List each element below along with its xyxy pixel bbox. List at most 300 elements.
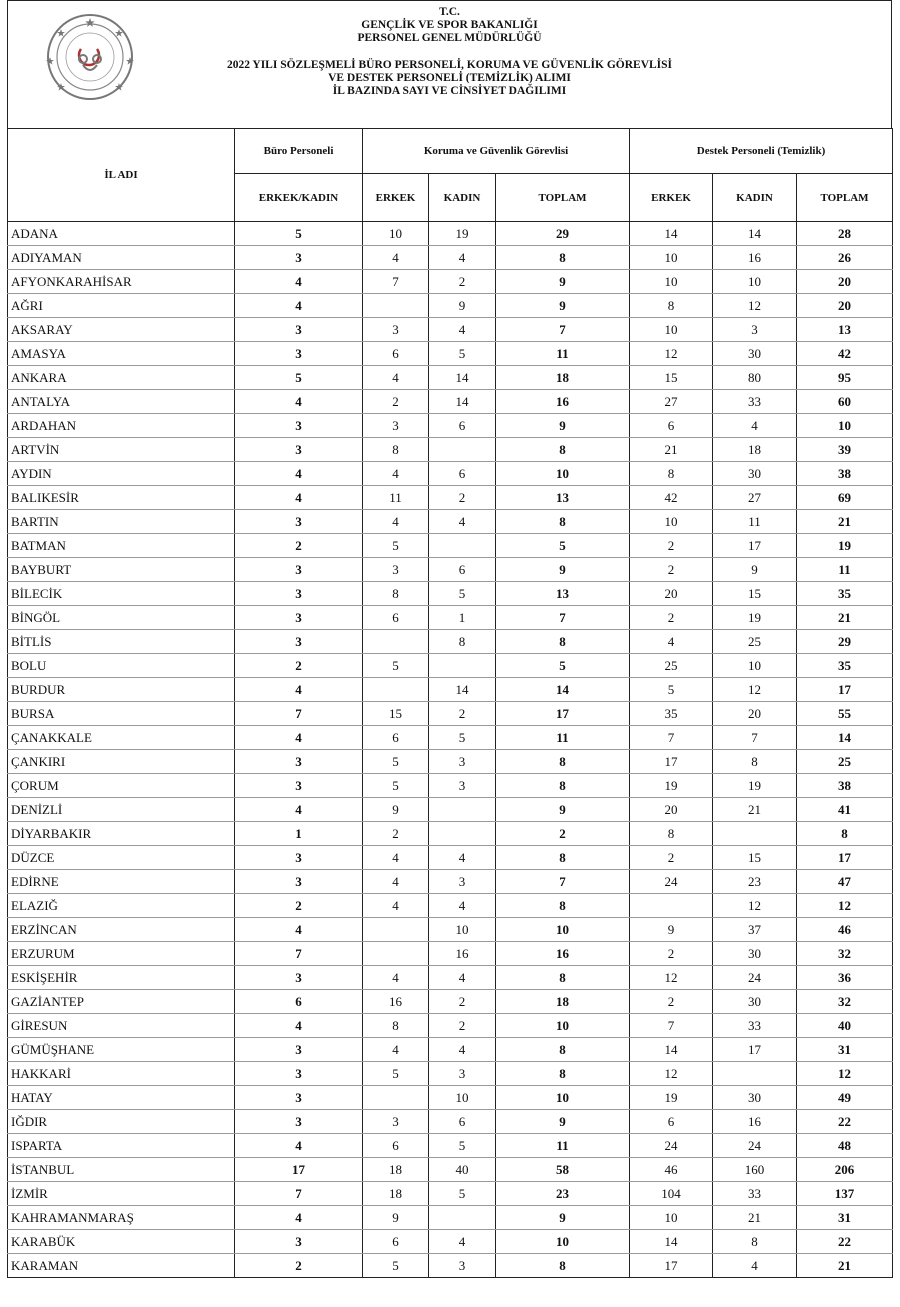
cell-koruma-kadin: 4 xyxy=(429,1038,496,1062)
table-row xyxy=(8,750,893,774)
cell-buro-count: 3 xyxy=(235,510,363,534)
table-row xyxy=(8,414,893,438)
cell-koruma-toplam: 10 xyxy=(496,462,630,486)
cell-destek-kadin: 7 xyxy=(713,726,797,750)
cell-koruma-erkek xyxy=(363,918,429,942)
cell-koruma-toplam: 8 xyxy=(496,894,630,918)
cell-koruma-kadin: 5 xyxy=(429,726,496,750)
cell-destek-kadin: 30 xyxy=(713,1086,797,1110)
cell-buro-count: 3 xyxy=(235,774,363,798)
cell-koruma-toplam: 58 xyxy=(496,1158,630,1182)
header-line-subtitle: VE DESTEK PERSONELİ (TEMİZLİK) ALIMI xyxy=(328,72,571,84)
col-group-koruma: Koruma ve Güvenlik Görevlisi xyxy=(363,129,630,174)
cell-il-name: DÜZCE xyxy=(8,846,235,870)
cell-destek-kadin: 15 xyxy=(713,846,797,870)
cell-koruma-erkek xyxy=(363,630,429,654)
cell-koruma-kadin: 2 xyxy=(429,1014,496,1038)
cell-koruma-erkek: 5 xyxy=(363,534,429,558)
cell-koruma-toplam: 8 xyxy=(496,750,630,774)
cell-buro-count: 7 xyxy=(235,702,363,726)
cell-il-name: KAHRAMANMARAŞ xyxy=(8,1206,235,1230)
cell-koruma-toplam: 29 xyxy=(496,222,630,246)
cell-il-name: DENİZLİ xyxy=(8,798,235,822)
cell-destek-erkek: 7 xyxy=(630,726,713,750)
cell-destek-erkek: 2 xyxy=(630,606,713,630)
cell-koruma-kadin: 10 xyxy=(429,918,496,942)
cell-koruma-kadin: 40 xyxy=(429,1158,496,1182)
cell-koruma-toplam: 8 xyxy=(496,438,630,462)
cell-il-name: BİLECİK xyxy=(8,582,235,606)
cell-koruma-kadin: 14 xyxy=(429,366,496,390)
cell-il-name: IĞDIR xyxy=(8,1110,235,1134)
cell-koruma-erkek: 4 xyxy=(363,366,429,390)
cell-il-name: ÇANAKKALE xyxy=(8,726,235,750)
table-row xyxy=(8,246,893,270)
cell-il-name: İSTANBUL xyxy=(8,1158,235,1182)
cell-il-name: ÇORUM xyxy=(8,774,235,798)
cell-koruma-erkek: 4 xyxy=(363,462,429,486)
cell-destek-toplam: 35 xyxy=(797,654,893,678)
cell-destek-erkek: 6 xyxy=(630,414,713,438)
cell-koruma-kadin xyxy=(429,438,496,462)
cell-buro-count: 4 xyxy=(235,918,363,942)
cell-il-name: ISPARTA xyxy=(8,1134,235,1158)
cell-destek-erkek: 6 xyxy=(630,1110,713,1134)
cell-buro-count: 4 xyxy=(235,678,363,702)
table-body xyxy=(8,222,893,1278)
cell-koruma-kadin xyxy=(429,822,496,846)
cell-destek-kadin: 21 xyxy=(713,1206,797,1230)
table-row xyxy=(8,1230,893,1254)
cell-koruma-toplam: 8 xyxy=(496,1062,630,1086)
cell-koruma-kadin: 4 xyxy=(429,894,496,918)
header-line-directorate: PERSONEL GENEL MÜDÜRLÜĞÜ xyxy=(357,32,542,44)
cell-koruma-toplam: 2 xyxy=(496,822,630,846)
cell-koruma-kadin: 2 xyxy=(429,702,496,726)
cell-koruma-kadin: 19 xyxy=(429,222,496,246)
cell-destek-kadin: 11 xyxy=(713,510,797,534)
cell-il-name: HAKKARİ xyxy=(8,1062,235,1086)
cell-buro-count: 4 xyxy=(235,390,363,414)
cell-destek-erkek: 4 xyxy=(630,630,713,654)
cell-koruma-erkek: 4 xyxy=(363,894,429,918)
cell-koruma-toplam: 9 xyxy=(496,1110,630,1134)
cell-destek-toplam: 137 xyxy=(797,1182,893,1206)
table-row xyxy=(8,1182,893,1206)
cell-destek-erkek: 8 xyxy=(630,462,713,486)
cell-destek-kadin: 16 xyxy=(713,1110,797,1134)
table-row xyxy=(8,942,893,966)
cell-koruma-erkek: 2 xyxy=(363,390,429,414)
cell-destek-toplam: 13 xyxy=(797,318,893,342)
cell-koruma-erkek: 5 xyxy=(363,654,429,678)
cell-koruma-kadin: 5 xyxy=(429,1134,496,1158)
cell-destek-kadin: 3 xyxy=(713,318,797,342)
cell-destek-toplam: 39 xyxy=(797,438,893,462)
cell-destek-toplam: 21 xyxy=(797,1254,893,1278)
col-group-buro: Büro Personeli xyxy=(235,129,363,174)
cell-destek-kadin: 14 xyxy=(713,222,797,246)
cell-buro-count: 3 xyxy=(235,246,363,270)
cell-buro-count: 3 xyxy=(235,870,363,894)
cell-destek-toplam: 31 xyxy=(797,1038,893,1062)
cell-koruma-erkek: 4 xyxy=(363,846,429,870)
cell-koruma-erkek: 9 xyxy=(363,1206,429,1230)
table-row xyxy=(8,798,893,822)
table-row xyxy=(8,270,893,294)
cell-destek-toplam: 10 xyxy=(797,414,893,438)
cell-koruma-erkek xyxy=(363,294,429,318)
table-row xyxy=(8,1038,893,1062)
cell-destek-erkek: 24 xyxy=(630,1134,713,1158)
document-header xyxy=(7,0,892,128)
cell-buro-count: 4 xyxy=(235,462,363,486)
cell-destek-toplam: 19 xyxy=(797,534,893,558)
table-row xyxy=(8,678,893,702)
cell-koruma-erkek: 2 xyxy=(363,822,429,846)
table-row xyxy=(8,846,893,870)
cell-il-name: AMASYA xyxy=(8,342,235,366)
cell-destek-kadin: 4 xyxy=(713,1254,797,1278)
cell-koruma-toplam: 11 xyxy=(496,342,630,366)
cell-koruma-erkek: 3 xyxy=(363,1110,429,1134)
cell-buro-count: 3 xyxy=(235,1086,363,1110)
cell-destek-erkek: 10 xyxy=(630,1206,713,1230)
cell-destek-erkek: 2 xyxy=(630,990,713,1014)
cell-destek-toplam: 40 xyxy=(797,1014,893,1038)
cell-il-name: BATMAN xyxy=(8,534,235,558)
table-row xyxy=(8,294,893,318)
cell-buro-count: 2 xyxy=(235,894,363,918)
cell-koruma-toplam: 18 xyxy=(496,990,630,1014)
cell-buro-count: 4 xyxy=(235,270,363,294)
cell-destek-kadin: 33 xyxy=(713,1182,797,1206)
cell-koruma-erkek: 5 xyxy=(363,1254,429,1278)
cell-buro-count: 4 xyxy=(235,798,363,822)
cell-buro-count: 3 xyxy=(235,750,363,774)
cell-il-name: ADANA xyxy=(8,222,235,246)
cell-destek-erkek: 2 xyxy=(630,534,713,558)
cell-koruma-toplam: 18 xyxy=(496,366,630,390)
cell-koruma-erkek: 8 xyxy=(363,582,429,606)
cell-il-name: BURSA xyxy=(8,702,235,726)
cell-destek-toplam: 8 xyxy=(797,822,893,846)
cell-il-name: BAYBURT xyxy=(8,558,235,582)
cell-destek-kadin: 9 xyxy=(713,558,797,582)
cell-koruma-erkek: 4 xyxy=(363,870,429,894)
cell-destek-kadin: 18 xyxy=(713,438,797,462)
cell-destek-erkek: 8 xyxy=(630,294,713,318)
cell-destek-toplam: 32 xyxy=(797,942,893,966)
cell-koruma-kadin: 10 xyxy=(429,1086,496,1110)
table-row xyxy=(8,894,893,918)
cell-destek-erkek: 15 xyxy=(630,366,713,390)
cell-buro-count: 3 xyxy=(235,342,363,366)
cell-buro-count: 3 xyxy=(235,558,363,582)
cell-koruma-toplam: 9 xyxy=(496,798,630,822)
header-line-title: 2022 YILI SÖZLEŞMELİ BÜRO PERSONELİ, KORUMA VE GÜVENLİK GÖREVLİSİ xyxy=(226,59,673,71)
cell-il-name: ARTVİN xyxy=(8,438,235,462)
cell-destek-toplam: 69 xyxy=(797,486,893,510)
cell-koruma-erkek: 4 xyxy=(363,246,429,270)
cell-buro-count: 2 xyxy=(235,654,363,678)
cell-il-name: İZMİR xyxy=(8,1182,235,1206)
cell-il-name: HATAY xyxy=(8,1086,235,1110)
cell-il-name: GAZİANTEP xyxy=(8,990,235,1014)
cell-destek-erkek xyxy=(630,894,713,918)
cell-destek-erkek: 14 xyxy=(630,1038,713,1062)
cell-destek-erkek: 17 xyxy=(630,750,713,774)
cell-destek-toplam: 17 xyxy=(797,678,893,702)
cell-destek-toplam: 49 xyxy=(797,1086,893,1110)
col-header-destek-kadin: KADIN xyxy=(713,174,797,222)
cell-koruma-erkek xyxy=(363,1086,429,1110)
table-row xyxy=(8,582,893,606)
cell-buro-count: 7 xyxy=(235,942,363,966)
cell-destek-erkek: 19 xyxy=(630,1086,713,1110)
cell-buro-count: 3 xyxy=(235,1062,363,1086)
cell-koruma-kadin: 4 xyxy=(429,1230,496,1254)
cell-koruma-kadin: 5 xyxy=(429,1182,496,1206)
cell-destek-kadin: 12 xyxy=(713,894,797,918)
cell-buro-count: 3 xyxy=(235,630,363,654)
cell-koruma-kadin: 2 xyxy=(429,990,496,1014)
cell-koruma-erkek: 10 xyxy=(363,222,429,246)
cell-koruma-erkek: 5 xyxy=(363,774,429,798)
cell-koruma-kadin xyxy=(429,654,496,678)
cell-koruma-toplam: 16 xyxy=(496,390,630,414)
cell-destek-kadin: 33 xyxy=(713,390,797,414)
cell-buro-count: 3 xyxy=(235,318,363,342)
cell-koruma-erkek: 8 xyxy=(363,1014,429,1038)
cell-koruma-kadin: 6 xyxy=(429,1110,496,1134)
cell-il-name: AĞRI xyxy=(8,294,235,318)
cell-destek-erkek: 5 xyxy=(630,678,713,702)
table-row xyxy=(8,630,893,654)
cell-koruma-kadin: 9 xyxy=(429,294,496,318)
cell-destek-erkek: 9 xyxy=(630,918,713,942)
cell-destek-toplam: 38 xyxy=(797,462,893,486)
table-row xyxy=(8,1254,893,1278)
cell-destek-toplam: 28 xyxy=(797,222,893,246)
cell-destek-toplam: 22 xyxy=(797,1110,893,1134)
cell-koruma-toplam: 11 xyxy=(496,726,630,750)
cell-koruma-erkek: 7 xyxy=(363,270,429,294)
cell-koruma-erkek: 9 xyxy=(363,798,429,822)
cell-destek-erkek: 17 xyxy=(630,1254,713,1278)
table-row xyxy=(8,774,893,798)
cell-destek-erkek: 12 xyxy=(630,966,713,990)
cell-il-name: ERZURUM xyxy=(8,942,235,966)
cell-koruma-kadin xyxy=(429,798,496,822)
cell-il-name: AYDIN xyxy=(8,462,235,486)
cell-koruma-toplam: 9 xyxy=(496,270,630,294)
table-row xyxy=(8,1158,893,1182)
cell-destek-erkek: 21 xyxy=(630,438,713,462)
cell-koruma-erkek: 18 xyxy=(363,1158,429,1182)
header-line-subtitle-2: İL BAZINDA SAYI VE CİNSİYET DAĞILIMI xyxy=(332,85,567,97)
table-row xyxy=(8,342,893,366)
table-row xyxy=(8,1110,893,1134)
cell-il-name: BİTLİS xyxy=(8,630,235,654)
cell-koruma-erkek: 16 xyxy=(363,990,429,1014)
cell-destek-kadin: 24 xyxy=(713,1134,797,1158)
distribution-table xyxy=(7,128,893,1278)
cell-buro-count: 3 xyxy=(235,1230,363,1254)
table-row xyxy=(8,222,893,246)
cell-destek-erkek: 14 xyxy=(630,1230,713,1254)
col-header-destek-toplam: TOPLAM xyxy=(797,174,893,222)
cell-destek-toplam: 12 xyxy=(797,1062,893,1086)
cell-il-name: ESKİŞEHİR xyxy=(8,966,235,990)
table-row xyxy=(8,870,893,894)
cell-destek-erkek: 27 xyxy=(630,390,713,414)
cell-destek-toplam: 12 xyxy=(797,894,893,918)
cell-destek-erkek: 2 xyxy=(630,942,713,966)
cell-koruma-toplam: 9 xyxy=(496,414,630,438)
cell-destek-toplam: 48 xyxy=(797,1134,893,1158)
cell-koruma-erkek: 15 xyxy=(363,702,429,726)
col-header-koruma-erkek: ERKEK xyxy=(363,174,429,222)
cell-koruma-kadin: 3 xyxy=(429,1062,496,1086)
cell-koruma-erkek: 6 xyxy=(363,606,429,630)
cell-destek-kadin: 21 xyxy=(713,798,797,822)
cell-il-name: ANTALYA xyxy=(8,390,235,414)
cell-il-name: ARDAHAN xyxy=(8,414,235,438)
cell-destek-toplam: 20 xyxy=(797,270,893,294)
cell-destek-toplam: 17 xyxy=(797,846,893,870)
cell-koruma-toplam: 8 xyxy=(496,1038,630,1062)
cell-buro-count: 1 xyxy=(235,822,363,846)
cell-destek-toplam: 35 xyxy=(797,582,893,606)
cell-il-name: ERZİNCAN xyxy=(8,918,235,942)
cell-destek-toplam: 22 xyxy=(797,1230,893,1254)
cell-koruma-toplam: 11 xyxy=(496,1134,630,1158)
cell-koruma-erkek: 6 xyxy=(363,1230,429,1254)
cell-il-name: AFYONKARAHİSAR xyxy=(8,270,235,294)
cell-destek-toplam: 26 xyxy=(797,246,893,270)
cell-koruma-erkek: 6 xyxy=(363,1134,429,1158)
cell-destek-erkek: 12 xyxy=(630,1062,713,1086)
cell-koruma-erkek: 4 xyxy=(363,510,429,534)
cell-koruma-kadin: 2 xyxy=(429,486,496,510)
cell-destek-toplam: 41 xyxy=(797,798,893,822)
cell-destek-erkek: 46 xyxy=(630,1158,713,1182)
cell-koruma-kadin: 2 xyxy=(429,270,496,294)
cell-koruma-toplam: 9 xyxy=(496,558,630,582)
cell-koruma-toplam: 17 xyxy=(496,702,630,726)
document-sheet xyxy=(7,0,892,1278)
cell-koruma-toplam: 23 xyxy=(496,1182,630,1206)
cell-destek-toplam: 47 xyxy=(797,870,893,894)
cell-koruma-erkek: 3 xyxy=(363,558,429,582)
col-header-il-adi: İL ADI xyxy=(8,129,235,222)
cell-koruma-toplam: 8 xyxy=(496,774,630,798)
cell-koruma-kadin: 4 xyxy=(429,966,496,990)
cell-buro-count: 7 xyxy=(235,1182,363,1206)
cell-koruma-erkek: 3 xyxy=(363,318,429,342)
cell-destek-kadin: 24 xyxy=(713,966,797,990)
cell-destek-kadin: 27 xyxy=(713,486,797,510)
cell-buro-count: 3 xyxy=(235,1110,363,1134)
cell-il-name: ANKARA xyxy=(8,366,235,390)
cell-destek-toplam: 55 xyxy=(797,702,893,726)
table-row xyxy=(8,1014,893,1038)
cell-destek-kadin: 25 xyxy=(713,630,797,654)
cell-koruma-toplam: 8 xyxy=(496,966,630,990)
table-row xyxy=(8,390,893,414)
cell-koruma-erkek: 11 xyxy=(363,486,429,510)
cell-koruma-toplam: 8 xyxy=(496,846,630,870)
cell-il-name: ADIYAMAN xyxy=(8,246,235,270)
cell-koruma-toplam: 10 xyxy=(496,1086,630,1110)
cell-koruma-toplam: 5 xyxy=(496,654,630,678)
cell-destek-kadin: 8 xyxy=(713,750,797,774)
cell-destek-kadin: 15 xyxy=(713,582,797,606)
cell-destek-erkek: 10 xyxy=(630,318,713,342)
cell-destek-kadin: 30 xyxy=(713,942,797,966)
cell-koruma-toplam: 9 xyxy=(496,1206,630,1230)
cell-buro-count: 3 xyxy=(235,846,363,870)
cell-koruma-toplam: 7 xyxy=(496,870,630,894)
table-row xyxy=(8,702,893,726)
table-row xyxy=(8,990,893,1014)
cell-koruma-erkek: 4 xyxy=(363,1038,429,1062)
cell-buro-count: 4 xyxy=(235,1206,363,1230)
cell-koruma-kadin: 16 xyxy=(429,942,496,966)
cell-koruma-toplam: 8 xyxy=(496,510,630,534)
cell-il-name: ÇANKIRI xyxy=(8,750,235,774)
cell-koruma-erkek: 3 xyxy=(363,414,429,438)
cell-koruma-kadin: 14 xyxy=(429,390,496,414)
cell-koruma-kadin: 5 xyxy=(429,342,496,366)
cell-buro-count: 6 xyxy=(235,990,363,1014)
cell-destek-toplam: 60 xyxy=(797,390,893,414)
cell-koruma-kadin: 6 xyxy=(429,414,496,438)
cell-koruma-toplam: 13 xyxy=(496,486,630,510)
header-line-ministry: GENÇLİK VE SPOR BAKANLIĞI xyxy=(361,19,538,31)
cell-destek-kadin: 16 xyxy=(713,246,797,270)
cell-buro-count: 5 xyxy=(235,366,363,390)
cell-buro-count: 4 xyxy=(235,486,363,510)
cell-destek-erkek: 10 xyxy=(630,270,713,294)
cell-koruma-toplam: 8 xyxy=(496,246,630,270)
cell-destek-toplam: 31 xyxy=(797,1206,893,1230)
cell-koruma-toplam: 10 xyxy=(496,1230,630,1254)
cell-koruma-toplam: 14 xyxy=(496,678,630,702)
cell-destek-erkek: 12 xyxy=(630,342,713,366)
cell-koruma-erkek xyxy=(363,678,429,702)
cell-destek-kadin: 19 xyxy=(713,606,797,630)
table-row xyxy=(8,558,893,582)
cell-buro-count: 5 xyxy=(235,222,363,246)
cell-destek-kadin xyxy=(713,822,797,846)
cell-destek-kadin xyxy=(713,1062,797,1086)
cell-destek-kadin: 10 xyxy=(713,270,797,294)
table-row xyxy=(8,462,893,486)
cell-destek-kadin: 160 xyxy=(713,1158,797,1182)
col-header-koruma-toplam: TOPLAM xyxy=(496,174,630,222)
cell-destek-toplam: 25 xyxy=(797,750,893,774)
cell-destek-kadin: 30 xyxy=(713,342,797,366)
cell-koruma-toplam: 9 xyxy=(496,294,630,318)
col-header-destek-erkek: ERKEK xyxy=(630,174,713,222)
cell-destek-toplam: 21 xyxy=(797,510,893,534)
cell-destek-erkek: 7 xyxy=(630,1014,713,1038)
cell-buro-count: 2 xyxy=(235,1254,363,1278)
cell-destek-kadin: 10 xyxy=(713,654,797,678)
cell-destek-toplam: 11 xyxy=(797,558,893,582)
